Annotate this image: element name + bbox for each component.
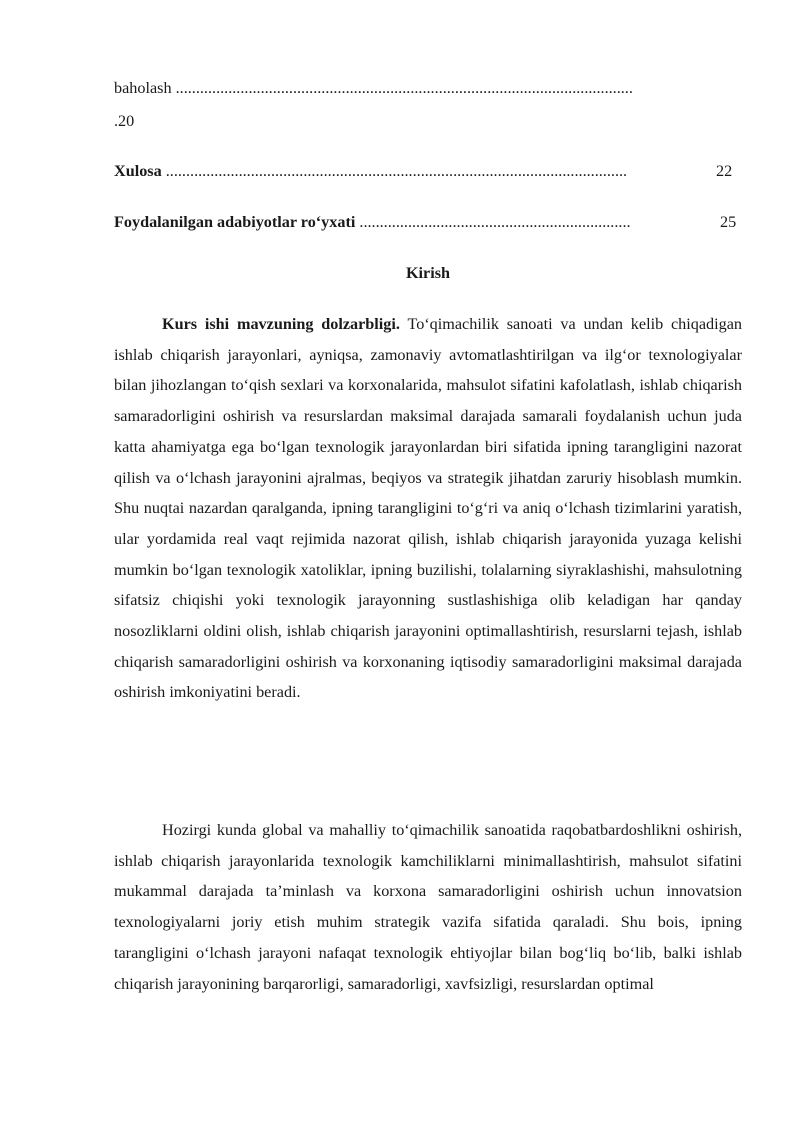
toc-leader-dots: ................................................................... [355, 213, 631, 231]
paragraph-relevance [114, 309, 742, 708]
toc-entry-label: baholash [114, 79, 172, 97]
paragraph-text: Hozirgi kunda global va mahalliy to‘qimachilik sanoatida raqobatbardoshlikni oshirish, ishlab chiqarish jarayonlarida texnologik kamchiliklarni minimallashtirish, mahsulot sifatini mukammal darajada ta’minlash va korxona samaradorligini oshirish uchun innovatsion texnologiyalarni joriy etish muhim strategik vazifa sifatida qaraladi. Shu bois, ipning tarangligini o‘lchash jarayoni nafaqat texnologik ehtiyojlar bilan bog‘liq bo‘lib, balki ishlab chiqarish jarayonining barqarorligi, samaradorligi, xavfsizligi, resurslardan optimal [114, 821, 742, 993]
toc-leader-dots: ................................................................................................................. [171, 79, 633, 97]
toc-entry-baholash[interactable] [114, 78, 742, 98]
toc-entry-page-number: 22 [716, 162, 733, 180]
paragraph-current-state [114, 815, 742, 999]
section-heading: Kirish [405, 264, 451, 282]
toc-leader-dots: .................................................................................................................. [161, 162, 628, 180]
paragraph-lead: Kurs ishi mavzuning dolzarbligi. [162, 315, 400, 333]
toc-entry-xulosa[interactable] [114, 161, 740, 181]
toc-entry-page-number: 25 [720, 213, 737, 231]
toc-entry-page-number: .20 [114, 112, 135, 130]
paragraph-text: To‘qimachilik sanoati va undan kelib chiqadigan ishlab chiqarish jarayonlari, ayniqsa, zamonaviy avtomatlashtirilgan va ilg‘or texnologiyalar bilan jihozlangan to‘qish sexlari va korxonalarida, mahsulot sifatini kafolatlash, ishlab chiqarish samaradorligini oshirish va resurslardan maksimal darajada samarali foydalanish uchun juda katta ahamiyatga ega bo‘lgan texnologik jarayonlardan biri sifatida ipning tarangligini nazorat qilish va o‘lchash jarayonini ajralmas, beqiyos va strategik jihatdan zaruriy hisoblash mumkin. Shu nuqtai nazardan qaralganda, ipning tarangligini to‘g‘ri va aniq o‘lchash tizimlarini yaratish, ular yordamida real vaqt rejimida nazorat qilish, ishlab chiqarish jarayonida yuzaga kelishi mumkin bo‘lgan texnologik xatoliklar, ipning buzilishi, tolalarning siyraklashishi, mahsulotning sifatsiz chiqishi yoki texnologik jarayonning sustlashishiga olib keladigan har qanday nosozliklarni oldini olish, ishlab chiqarish jarayonini optimallashtirish, resurslarni tejash, ishlab chiqarish samaradorligini oshirish va korxonaning iqtisodiy samaradorligini maksimal darajada oshirish imkoniyatini beradi. [114, 315, 742, 702]
toc-entry-adabiyotlar[interactable] [114, 212, 740, 232]
toc-entry-label: Xulosa [114, 162, 162, 180]
toc-entry-label: Foydalanilgan adabiyotlar ro‘yxati [114, 213, 356, 231]
